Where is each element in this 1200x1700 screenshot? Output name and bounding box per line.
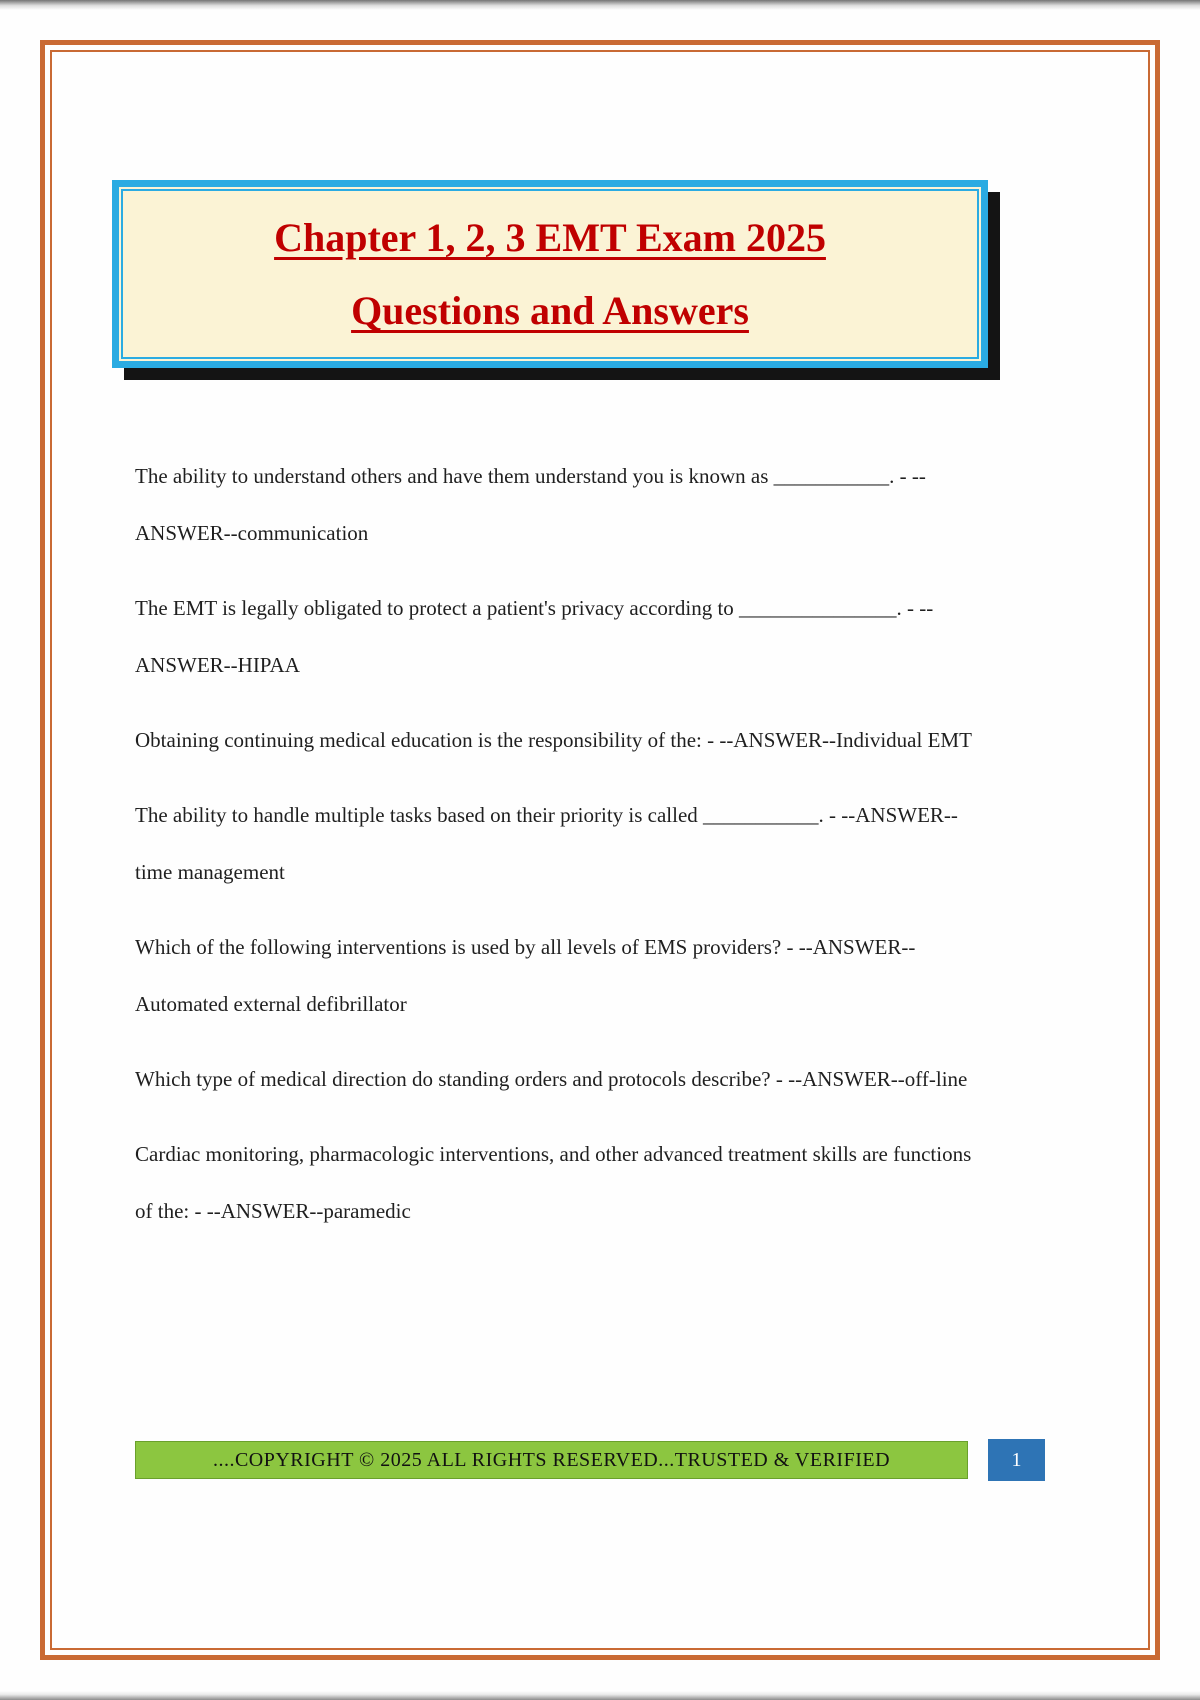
document-title-line2: Questions and Answers — [351, 288, 749, 333]
qa-item: Which type of medical direction do standing orders and protocols describe? - --ANSWER--off-line — [135, 1067, 968, 1091]
qa-item: The ability to handle multiple tasks based on their priority is called ___________. - --ANSWER--time management — [135, 803, 958, 884]
qa-item: The ability to understand others and have them understand you is known as ___________. - --ANSWER--communication — [135, 464, 926, 545]
page-edge-shadow-bottom — [0, 1691, 1200, 1700]
qa-item: Obtaining continuing medical education is the responsibility of the: - --ANSWER--Individual EMT — [135, 728, 972, 752]
title-box — [112, 180, 988, 368]
qa-item: Cardiac monitoring, pharmacologic interventions, and other advanced treatment skills are functions of the: - --ANSWER--paramedic — [135, 1142, 972, 1223]
page-number-badge: 1 — [988, 1439, 1045, 1481]
qa-item: The EMT is legally obligated to protect a patient's privacy according to _______________. - --ANSWER--HIPAA — [135, 596, 934, 677]
qa-item: Which of the following interventions is used by all levels of EMS providers? - --ANSWER--Automated external defibrillator — [135, 935, 916, 1016]
qa-list — [135, 448, 975, 1258]
page-edge-shadow-top — [0, 0, 1200, 10]
copyright-bar: ....COPYRIGHT © 2025 ALL RIGHTS RESERVED...TRUSTED & VERIFIED — [135, 1441, 968, 1479]
document-title-line1: Chapter 1, 2, 3 EMT Exam 2025 — [274, 215, 826, 260]
